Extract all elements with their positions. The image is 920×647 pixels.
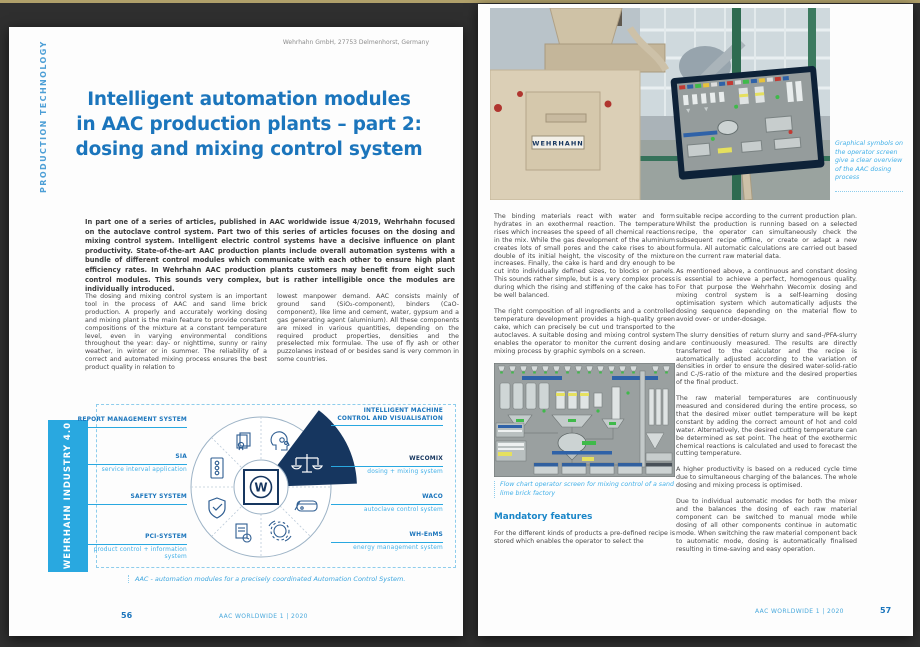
label-intelligent-machine-control bbox=[331, 408, 443, 426]
paragraph: Due to individual automatic modes for both the mixer and the balances the dosing of each raw material component can be switched to manual mode while dosing of all other components continue in automatic mode. When switching the raw material component back to automatic mode, dosing is automatically finalised resulting in time-saving and easy operation. bbox=[676, 498, 857, 553]
label-pci-system bbox=[75, 534, 187, 562]
logo-letter: W bbox=[254, 480, 268, 495]
paragraph: The right composition of all ingredients and a controlled temperature development provides a high-quality green cake, which can precisely be cut und transported to the autoclaves. A suitable dosing and mixing control system enables the operator to monitor the current dosing and mixing process by graphic symbols on a screen. bbox=[494, 307, 675, 355]
label-sub: autoclave control system bbox=[363, 506, 443, 513]
paragraph: The raw material temperatures are continuously measured and considered during the entire process, so that the desired mixer outlet temperature will be kept constant by adding the correct amount of hot and cold water. Alternatively, the desired cutting temperature can be determined as set point. The heat of the exothermic chemical reactions is calculated and used to forecast the cutting temperature. bbox=[676, 395, 857, 458]
industry40-label: WEHRHAHN INDUSTRY 4.0 bbox=[63, 422, 73, 570]
journal-name: AAC WORLDWIDE 1 | 2020 bbox=[755, 608, 844, 615]
paragraph: A higher productivity is based on a reduced cycle time due to simultaneous charging of the balances. The whole dosing and mixing process is optimised. bbox=[676, 466, 857, 490]
article-title-line3: dosing and mixing control system bbox=[75, 139, 423, 160]
label-waco bbox=[331, 494, 443, 514]
label-title: SAFETY SYSTEM bbox=[75, 494, 187, 505]
page-number: 57 bbox=[880, 606, 892, 615]
paragraph: The slurry densities of return slurry and sand-/PFA-slurry are continuously measured. The results are directly transferred to the calculator and the recipe is automatically adjusted according to the variation of densities in order to ensure the desired water-solid-ratio and C-/S-ratio of the mixture and the desired properties of the final product. bbox=[676, 331, 857, 387]
machine-nameplate: WEHRHAHN bbox=[532, 139, 584, 148]
wehrhahn-logo bbox=[244, 470, 278, 504]
author-byline: Wehrhahn GmbH, 27753 Delmenhorst, Germany bbox=[282, 39, 429, 46]
intro-paragraph: In part one of a series of articles, published in AAC worldwide issue 4/2019, Wehrhahn focused on the autoclave control system. Part two of this series of articles focuses on the dosing and mixing control system. Intelligent electric control systems have a decisive influence on plant productivity. State-of-the-art AAC production plants include overall automation systems with a bundle of different control modules which communicate with each other to ensure high plant efficiency rates. In Wehrhahn AAC production plants customers may benefit from eight such control modules. This sounds very complex, but is rather intelligible once the modules are individually introduced. bbox=[85, 218, 455, 294]
label-title: WH-EnMS bbox=[331, 532, 443, 543]
label-wh-enms bbox=[331, 532, 443, 552]
section-heading: Mandatory features bbox=[494, 512, 593, 523]
label-report-management bbox=[75, 417, 187, 428]
label-title: INTELLIGENT MACHINE CONTROL AND VISUALISATION bbox=[331, 408, 443, 426]
journal-name: AAC WORLDWIDE 1 | 2020 bbox=[219, 613, 308, 620]
diagram-caption: AAC - automation modules for a precisely coordinated Automation Control System. bbox=[128, 575, 445, 583]
plant-photo bbox=[490, 8, 830, 200]
body-column-2 bbox=[676, 213, 857, 561]
article-title bbox=[43, 87, 455, 162]
label-sub: service interval application bbox=[101, 466, 187, 473]
photo-caption: Graphical symbols on the operator screen give a clear overview of the AAC dosing process bbox=[835, 140, 903, 192]
paragraph: For the different kinds of products a pre-defined recipe is stored which enables the operator to select the bbox=[494, 530, 675, 546]
body-column-1: The dosing and mixing control system is an important tool in the process of AAC and sand lime brick production. A properly and accurately working dosing and mixing plant is the main feature to provide constant compositions of the mixture at a constant temperature level, even in varying environmental conditions throughout the year: day- or nighttime, sunny or rainy weather, in winter or in summer. The reliability of a correct and automated mixing process ensures the best product quality in relation to bbox=[85, 293, 267, 372]
flowchart-screenshot bbox=[494, 363, 675, 477]
magazine-page-right bbox=[478, 4, 913, 636]
page-number: 56 bbox=[121, 611, 133, 620]
article-title-line2: in AAC production plants – part 2: bbox=[76, 114, 422, 135]
label-title: REPORT MANAGEMENT SYSTEM bbox=[75, 417, 187, 428]
article-title-line1: Intelligent automation modules bbox=[87, 89, 411, 110]
label-title: WACO bbox=[331, 494, 443, 505]
flowchart-caption: Flow chart operator screen for mixing control of a sand lime brick factory bbox=[494, 481, 675, 498]
label-safety-system bbox=[75, 494, 187, 505]
paragraph: As mentioned above, a continuous and constant dosing is essential to achieve a perfect, homogenous quality. For that purpose the Wehrhahn Wecomix dosing and mixing control system is a self-learning dosing optimisation system which automatically adjusts the dosing sequence depending on the material flow to avoid over- or under-dosage. bbox=[676, 268, 857, 323]
label-sub: energy management system bbox=[353, 544, 443, 551]
body-column-2: lowest manpower demand. AAC consists mainly of ground sand (SiO₂-component), binders (CaO-component), like lime and cement, water, gypsum and a gas generating agent (aluminium). All these components are mixed in various quantities, depending on the required product properties, densities and the preselected mix formulae. The use of fly ash or other puzzolanes instead of or besides sand is very common in some countries. bbox=[277, 293, 459, 364]
paragraph: The binding materials react with water and form hydrates in an exothermal reaction. The temperature rises which increases the speed of all chemical reactions in the mix. While the gas development of the aluminium creates lots of small pores and the cake rises to about double of its initial height, the viscosity of the mixture increases. Finally, the cake is hard and dry enough to be cut into individually defined sizes, to blocks or panels. This sounds rather simple, but is a very complex process during which the rising and stiffening of the cake has to be well balanced. bbox=[494, 213, 675, 300]
section-kicker: PRODUCTION TECHNOLOGY bbox=[39, 40, 48, 193]
paragraph: suitable recipe according to the current production plan. Whilst the production is running based on a selected recipe, the operator can simultaneously check the subsequent recipe offline, or create or adapt a new formula. All automatic calculations are carried out based on the current raw material data. bbox=[676, 213, 857, 260]
label-wecomix bbox=[331, 456, 443, 476]
label-sub: product control + information system bbox=[93, 546, 187, 560]
label-title: WECOMIX bbox=[331, 456, 443, 467]
label-sia bbox=[75, 454, 187, 474]
label-sub: dosing + mixing system bbox=[367, 468, 443, 475]
magazine-page-left bbox=[9, 27, 463, 636]
frame-top-line bbox=[0, 0, 920, 3]
label-title: SIA bbox=[75, 454, 187, 465]
body-column-1 bbox=[494, 213, 675, 554]
label-title: PCI-SYSTEM bbox=[75, 534, 187, 545]
